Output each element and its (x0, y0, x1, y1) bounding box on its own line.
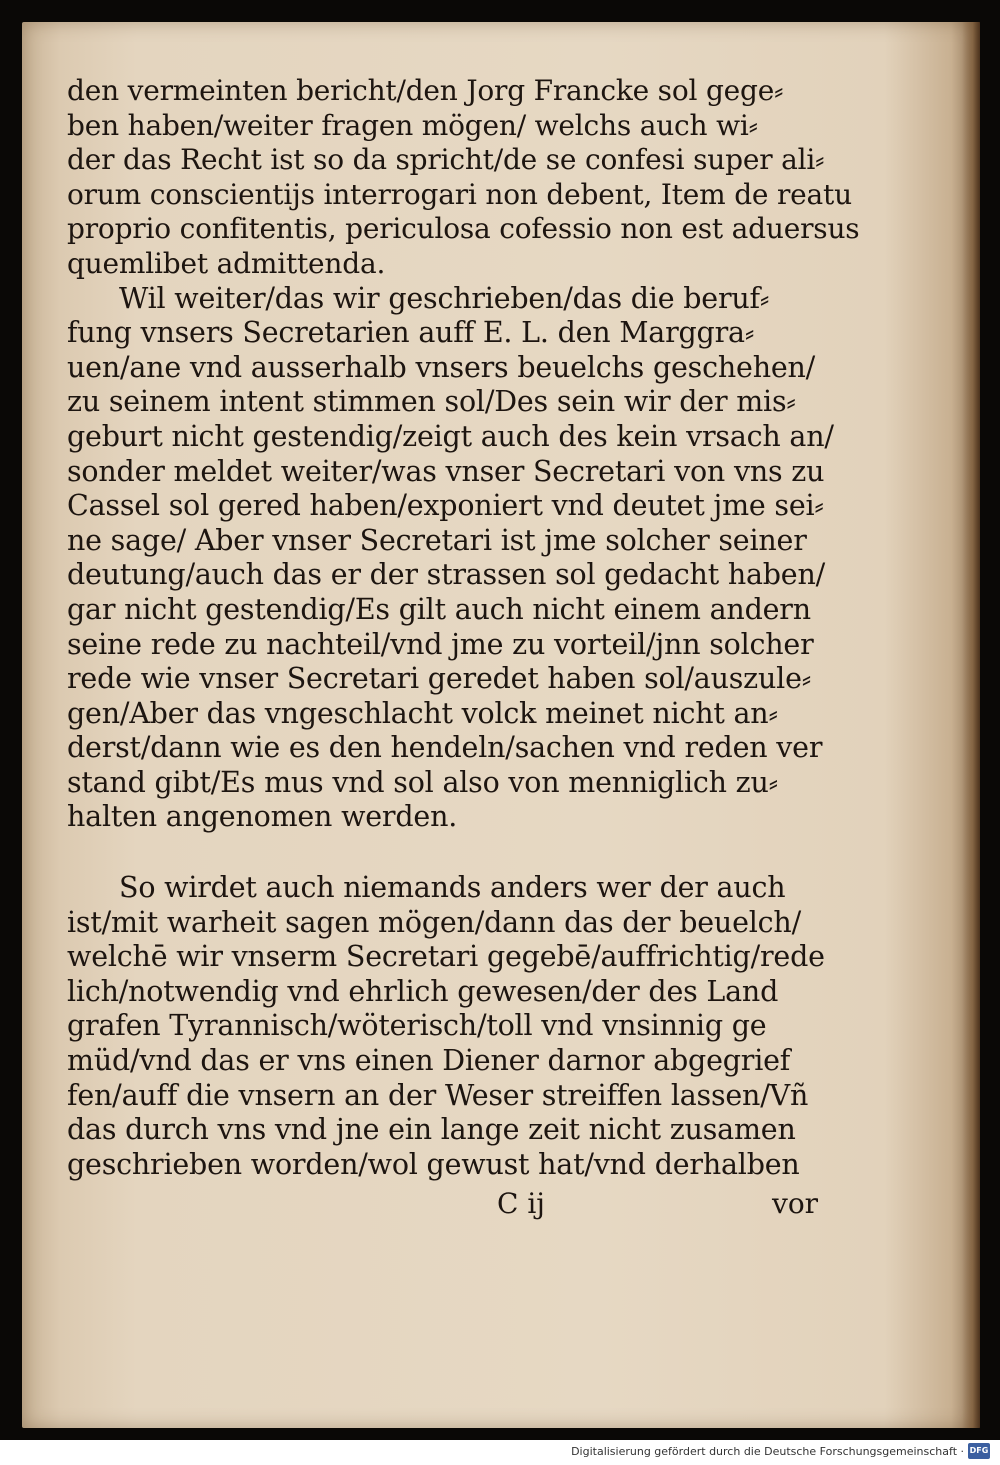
text-line: seine rede zu nachteil/vnd jme zu vorteil/jnn solcher (67, 627, 814, 661)
funding-credit: Digitalisierung gefördert durch die Deutsche Forschungsgemeinschaft · (571, 1445, 964, 1458)
text-line: rede wie vnser Secretari geredet haben sol/auszule⸗ (67, 662, 812, 696)
text-line: gen/Aber das vngeschlacht volck meinet nicht an⸗ (67, 696, 778, 730)
text-line: Wil weiter/das wir geschrieben/das die beruf⸗ (119, 281, 770, 315)
book-page (22, 22, 980, 1428)
catchword: vor (772, 1187, 819, 1221)
text-line: geburt nicht gestendig/zeigt auch des kein vrsach an/ (67, 419, 834, 453)
text-line: sonder meldet weiter/was vnser Secretari von vns zu (67, 454, 825, 488)
text-line: So wirdet auch niemands anders wer der auch (119, 871, 786, 905)
text-line: lich/notwendig vnd ehrlich gewesen/der des Land (67, 974, 779, 1008)
text-line: welchē wir vnserm Secretari gegebē/auffrichtig/rede (67, 940, 825, 974)
page-text (67, 74, 860, 1222)
text-line: fen/auff die vnsern an der Weser streiffen lassen/Vñ (67, 1078, 809, 1112)
dfg-logo: DFG (968, 1443, 990, 1459)
text-line: proprio confitentis, periculosa cofessio non est aduersus (67, 212, 860, 246)
paragraph-3 (67, 871, 847, 1182)
text-line: geschrieben worden/wol gewust hat/vnd derhalben (67, 1147, 800, 1181)
text-line: müd/vnd das er vns einen Diener darnor abgegrief (67, 1044, 791, 1078)
text-line: ist/mit warheit sagen mögen/dann das der beuelch/ (67, 905, 801, 939)
text-line: das durch vns vnd jne ein lange zeit nicht zusamen (67, 1113, 796, 1147)
text-line: grafen Tyrannisch/wöterisch/toll vnd vnsinnig ge (67, 1009, 767, 1043)
text-line: derst/dann wie es den hendeln/sachen vnd reden ver (67, 731, 823, 765)
text-line: ne sage/ Aber vnser Secretari ist jme solcher seiner (67, 523, 807, 557)
text-line: uen/ane vnd ausserhalb vnsers beuelchs geschehen/ (67, 350, 816, 384)
page-edge-shadow (962, 22, 980, 1428)
text-line: deutung/auch das er der strassen sol gedacht haben/ (67, 558, 826, 592)
text-line: stand gibt/Es mus vnd sol also von menniglich zu⸗ (67, 765, 778, 799)
text-line: fung vnsers Secretarien auff E. L. den Marggra⸗ (67, 316, 755, 350)
paragraph-2 (67, 282, 847, 836)
text-line: halten angenomen werden. (67, 800, 458, 834)
text-line: zu seinem intent stimmen sol/Des sein wir der mis⸗ (67, 385, 796, 419)
text-line: ben haben/weiter fragen mögen/ welchs auch wi⸗ (67, 108, 758, 142)
text-line: der das Recht ist so da spricht/de se confesi super ali⸗ (67, 143, 825, 177)
text-line: orum conscientijs interrogari non debent, Item de reatu (67, 177, 852, 211)
signature-mark: C ij (497, 1187, 545, 1221)
text-line: quemlibet admittenda. (67, 246, 386, 280)
text-line: den vermeinten bericht/den Jorg Francke sol gege⸗ (67, 74, 784, 107)
text-line: gar nicht gestendig/Es gilt auch nicht einem andern (67, 592, 811, 626)
text-line: Cassel sol gered haben/exponiert vnd deutet jme sei⸗ (67, 489, 824, 523)
paragraph-1 (67, 74, 860, 282)
page-footer-line (67, 1186, 847, 1222)
